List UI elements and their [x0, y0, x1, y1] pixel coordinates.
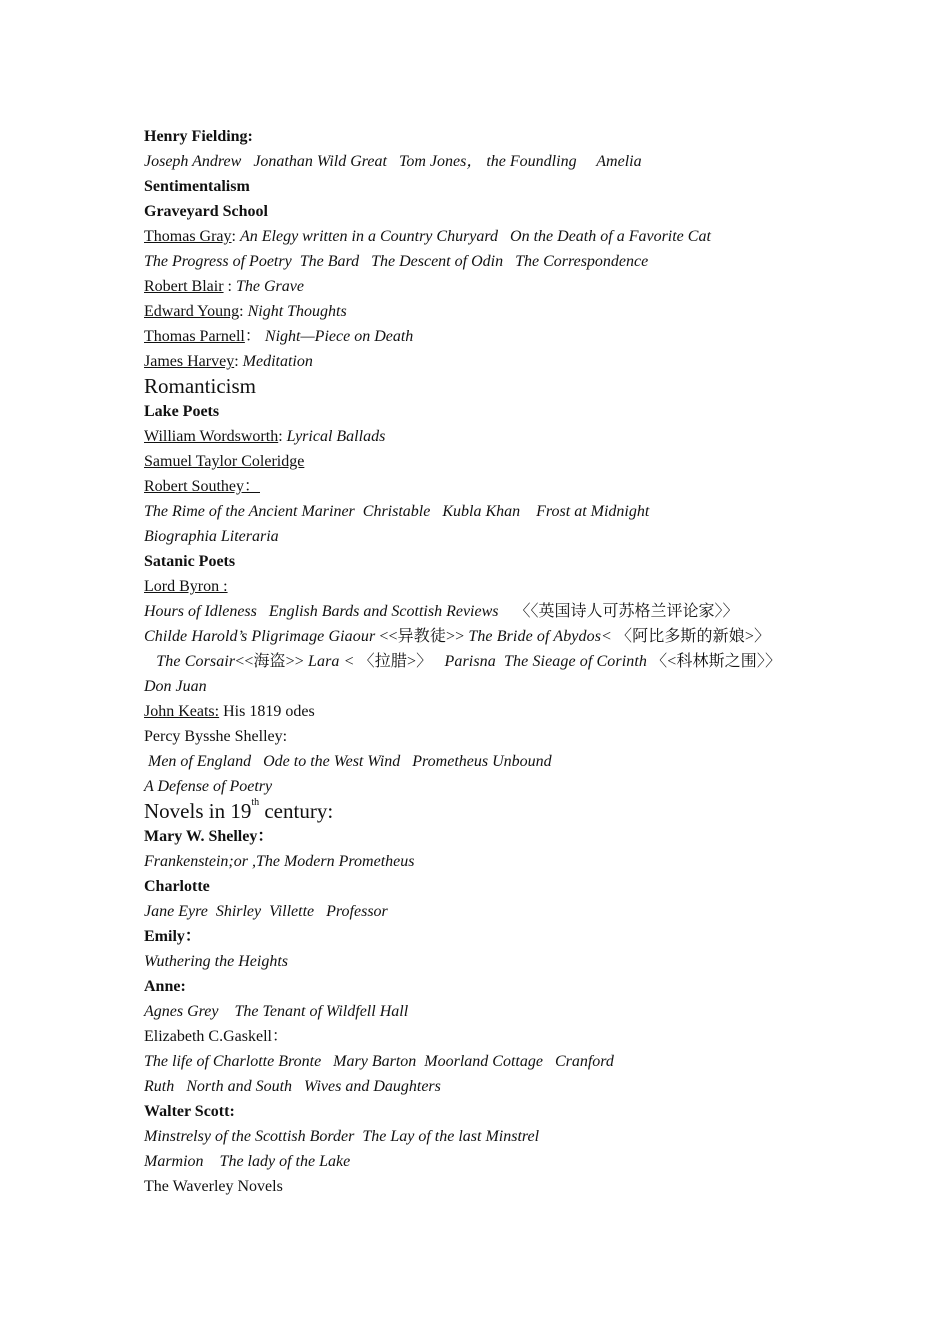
separator: : — [231, 228, 240, 245]
lake-works: The Rime of the Ancient Mariner Christable Kubla Khan Frost at Midnight — [144, 503, 650, 520]
shelley-name: Percy Bysshe Shelley: — [144, 728, 288, 745]
separator: : — [239, 303, 248, 320]
byron-work-note: <<异教徒>> — [379, 628, 465, 645]
young-work: Night Thoughts — [247, 303, 347, 320]
byron-work-note: 〈拉腊>〉 — [358, 653, 433, 670]
byron-work-note: <<海盗>> — [235, 653, 304, 670]
keats-entry — [144, 699, 814, 724]
blair-entry — [144, 274, 814, 299]
harvey-work: Meditation — [242, 353, 313, 370]
lake-works-continued: Biographia Literaria — [144, 528, 279, 545]
blair-name: Robert Blair — [144, 278, 224, 295]
don-juan: Don Juan — [144, 678, 207, 695]
young-entry — [144, 299, 814, 324]
parnell-work: Night—Piece on Death — [264, 328, 414, 345]
novels-heading-text: century: — [259, 799, 334, 823]
byron-works-paragraph — [144, 624, 812, 674]
romanticism-heading: Romanticism — [144, 374, 256, 398]
southey-entry — [144, 474, 814, 499]
mary-shelley-work: Frankenstein;or ,The Modern Prometheus — [144, 853, 415, 870]
charlotte-name: Charlotte — [144, 878, 210, 895]
waverley-novels: The Waverley Novels — [144, 1178, 283, 1195]
emily-name: Emily： — [144, 928, 201, 945]
separator: : — [234, 353, 243, 370]
byron-work: Childe Harold’s Pligrimage Giaour — [144, 628, 380, 645]
byron-works-note: 〈〈英国诗人可苏格兰评论家〉〉 — [498, 603, 739, 620]
gaskell-works-continued: Ruth North and South Wives and Daughters — [144, 1078, 441, 1095]
novels-heading-text: Novels in 19 — [144, 799, 252, 823]
fielding-heading: Henry Fielding: — [144, 128, 253, 145]
byron-work: The Corsair — [144, 653, 236, 670]
coleridge-name: Samuel Taylor Coleridge — [144, 453, 305, 470]
scott-works: Minstrelsy of the Scottish Border The Lay of the last Minstrel — [144, 1128, 540, 1145]
wordsworth-work: Lyrical Ballads — [286, 428, 386, 445]
wordsworth-name: William Wordsworth — [144, 428, 279, 445]
young-name: Edward Young — [144, 303, 240, 320]
graveyard-school-heading: Graveyard School — [144, 203, 268, 220]
parnell-name: Thomas Parnell — [144, 328, 245, 345]
keats-name: John Keats: — [144, 703, 220, 720]
byron-work: Lara < — [303, 653, 359, 670]
anne-name: Anne: — [144, 978, 186, 995]
byron-work: The Bride of Abydos< — [464, 628, 612, 645]
byron-entry — [144, 574, 814, 599]
emily-work: Wuthering the Heights — [144, 953, 288, 970]
gray-name: Thomas Gray — [144, 228, 232, 245]
byron-work: Parisna The Sieage of Corinth — [432, 653, 652, 670]
byron-name: Lord Byron : — [144, 578, 228, 595]
byron-work-note: 〈阿比多斯的新娘>〉 — [611, 628, 771, 645]
fielding-works: Joseph Andrew Jonathan Wild Great Tom Jones， the Foundling Amelia — [144, 153, 642, 170]
separator: : — [278, 428, 287, 445]
document-page — [144, 124, 814, 1199]
shelley-defense: A Defense of Poetry — [144, 778, 273, 795]
charlotte-works: Jane Eyre Shirley Villette Professor — [144, 903, 388, 920]
parnell-entry — [144, 324, 814, 349]
coleridge-entry — [144, 449, 814, 474]
gray-entry — [144, 224, 814, 249]
mary-shelley-name: Mary W. Shelley： — [144, 828, 274, 845]
gray-works-continued: The Progress of Poetry The Bard The Descent of Odin The Correspondence — [144, 253, 649, 270]
byron-works: Hours of Idleness English Bards and Scottish Reviews — [144, 603, 499, 620]
scott-name: Walter Scott: — [144, 1103, 235, 1120]
gaskell-name: Elizabeth C.Gaskell： — [144, 1028, 288, 1045]
separator: ： — [244, 328, 265, 345]
sentimentalism-heading: Sentimentalism — [144, 178, 250, 195]
gaskell-works: The life of Charlotte Bronte Mary Barton Moorland Cottage Cranford — [144, 1053, 614, 1070]
separator: : — [223, 278, 236, 295]
anne-works: Agnes Grey The Tenant of Wildfell Hall — [144, 1003, 409, 1020]
satanic-poets-heading: Satanic Poets — [144, 553, 236, 570]
shelley-works: Men of England Ode to the West Wind Prometheus Unbound — [144, 753, 552, 770]
wordsworth-entry — [144, 424, 814, 449]
gray-works: An Elegy written in a Country Churyard On the Death of a Favorite Cat — [239, 228, 711, 245]
blair-work: The Grave — [236, 278, 304, 295]
keats-works: His 1819 odes — [219, 703, 315, 720]
southey-name: Robert Southey： — [144, 478, 260, 495]
novels-heading — [144, 799, 814, 824]
harvey-entry — [144, 349, 814, 374]
byron-work-note: 〈<科林斯之围〉〉 — [651, 653, 782, 670]
scott-works-continued: Marmion The lady of the Lake — [144, 1153, 351, 1170]
byron-works-line — [144, 599, 814, 624]
lake-poets-heading: Lake Poets — [144, 403, 220, 420]
harvey-name: James Harvey — [144, 353, 235, 370]
novels-heading-superscript: th — [251, 797, 260, 808]
